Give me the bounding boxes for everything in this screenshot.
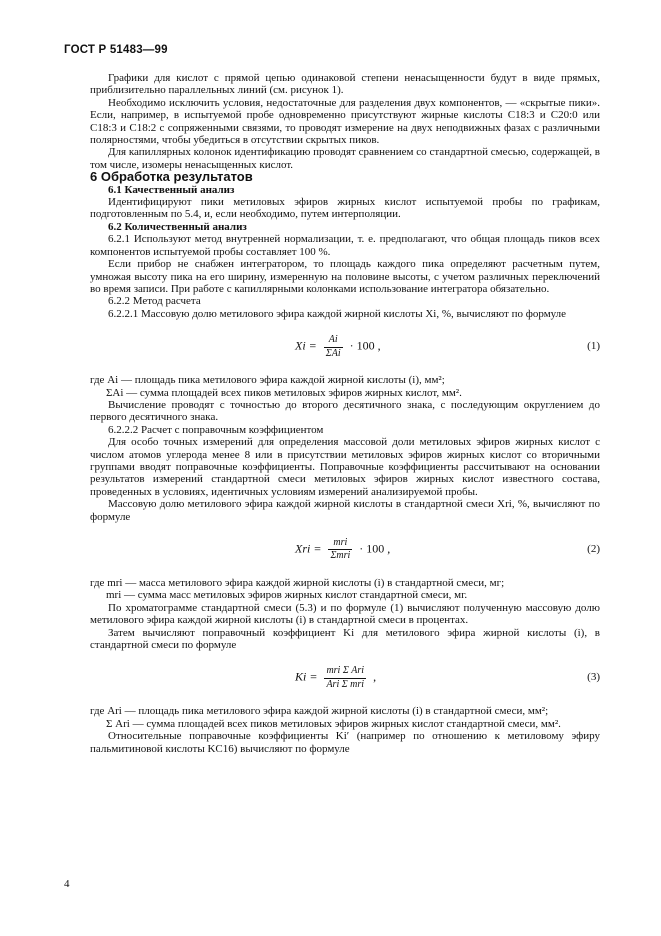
formula-rhs: · 100 , <box>349 338 381 353</box>
formula-number: (3) <box>587 671 600 684</box>
formula-number: (1) <box>587 340 600 353</box>
formula-denominator: ΣAi <box>325 347 341 359</box>
definitions <box>90 705 600 730</box>
paragraph: Необходимо исключить условия, недостаточные для разделения двух компонентов, — «скрытые пики». Если, например, в испытуемой пробе одновременно присутствуют жирные кислоты C18:3 и C20:0 или C18:3 и C18:2 с сопряженными связями, то проводят измерение на двух неподвижных фазах с различными полярностями, чтобы убедиться в отсутствии скрытых пиков. <box>90 96 600 147</box>
formula-numerator: mri <box>328 537 352 550</box>
formula-lhs: Ki = <box>295 670 318 685</box>
formula-numerator: mri Σ Ari <box>324 665 366 678</box>
definition: mri — сумма масс метиловых эфиров жирных кислот стандартной смеси, мг. <box>106 589 468 602</box>
subsection-heading: 6.1 Качественный анализ <box>108 183 235 196</box>
paragraph: Если прибор не снабжен интегратором, то площадь каждого пика определяют расчетным путем, умножая высоту пика на его ширину, измеренную на половине высоты, с учетом различных переключений во время записи. При работе с капиллярными колонками использование интегратора обязательно. <box>90 258 600 295</box>
subsection-heading: 6.2 Количественный анализ <box>108 220 247 233</box>
definition: Σ Ari — сумма площадей всех пиков метиловых эфиров жирных кислот стандартной смеси, мм². <box>106 717 561 730</box>
formula-rhs: , <box>373 670 377 685</box>
paragraph: 6.2.2.1 Массовую долю метилового эфира каждой жирной кислоты Xi, %, вычисляют по формуле <box>108 307 567 320</box>
formula-lhs: Xi = <box>295 338 317 353</box>
definitions <box>90 577 600 602</box>
paragraph: Относительные поправочные коэффициенты Ki′ (например по отношению к метиловому эфиру пальмитиновой кислоты KC16) вычисляют по формуле <box>90 730 600 755</box>
paragraph: Массовую долю метилового эфира каждой жирной кислоты в стандартной смеси Xri, %, вычисляют по формуле <box>90 498 600 523</box>
page-number: 4 <box>64 878 70 890</box>
paragraph: 6.2.2.2 Расчет с поправочным коэффициентом <box>108 423 324 436</box>
formula-1 <box>90 328 600 366</box>
paragraph: Вычисление проводят с точностью до второго десятичного знака, с последующим округлением до первого десятичного знака. <box>90 398 600 424</box>
definition: где mri — масса метилового эфира каждой жирной кислоты (i) в стандартной смеси, мг; <box>90 577 505 589</box>
paragraph: По хроматограмме стандартной смеси (5.3) и по формуле (1) вычисляют полученную массовую долю метилового эфира каждой жирной кислоты (i) в стандартной смеси в процентах. <box>90 601 600 627</box>
document-body <box>90 72 600 755</box>
formula-denominator: Ari Σ mri <box>326 678 365 690</box>
paragraph: Затем вычисляют поправочный коэффициент Ki для метилового эфира жирной кислоты (i), в стандартной смеси по формуле <box>90 626 600 652</box>
paragraph: 6.2.1 Используют метод внутренней нормализации, т. е. предполагают, что общая площадь пиков всех компонентов испытуемой пробы составляет 100 %. <box>90 233 600 258</box>
formula-numerator: Ai <box>324 334 343 347</box>
definition: где Ai — площадь пика метилового эфира каждой жирной кислоты (i), мм²; <box>90 374 445 387</box>
paragraph: Идентифицируют пики метиловых эфиров жирных кислот испытуемой пробы по графикам, подготовленным по 5.4, и, если необходимо, путем интерполяции. <box>90 196 600 221</box>
paragraph: Графики для кислот с прямой цепью одинаковой степени ненасыщенности будут в виде прямых, приблизительно параллельных линий (см. рисунок 1). <box>90 72 600 97</box>
formula-number: (2) <box>587 543 600 555</box>
definition: где Ari — площадь пика метилового эфира каждой жирной кислоты (i) в стандартной смеси, мм²; <box>90 705 549 718</box>
formula-rhs: · 100 , <box>359 541 391 556</box>
definition: ΣAi — сумма площадей всех пиков метиловых эфиров жирных кислот, мм². <box>106 386 462 399</box>
formula-2 <box>90 531 600 569</box>
section-heading: 6 Обработка результатов <box>90 169 253 185</box>
formula-lhs: Xri = <box>295 541 322 556</box>
formula-3 <box>90 659 600 697</box>
paragraph: Для капиллярных колонок идентификацию проводят сравнением со стандартной смесью, содержащей, в том числе, изомеры ненасыщенных кислот. <box>90 146 600 171</box>
definitions <box>90 374 600 399</box>
standard-header: ГОСТ Р 51483—99 <box>64 44 168 56</box>
paragraph: 6.2.2 Метод расчета <box>108 295 201 308</box>
formula-denominator: Σmri <box>330 550 351 562</box>
paragraph: Для особо точных измерений для определения массовой доли метиловых эфиров жирных кислот с числом атомов углерода менее 8 или в присутствии метиловых эфиров жирных кислот со вторичными группами вводят поправочные коэффициенты. Поправочные коэффициенты рассчитывают на основании результатов измерений стандартной смеси метиловых эфиров жирных кислот известного состава, проведенных в условиях, идентичных условиям измерений анализируемой пробы. <box>90 436 600 498</box>
